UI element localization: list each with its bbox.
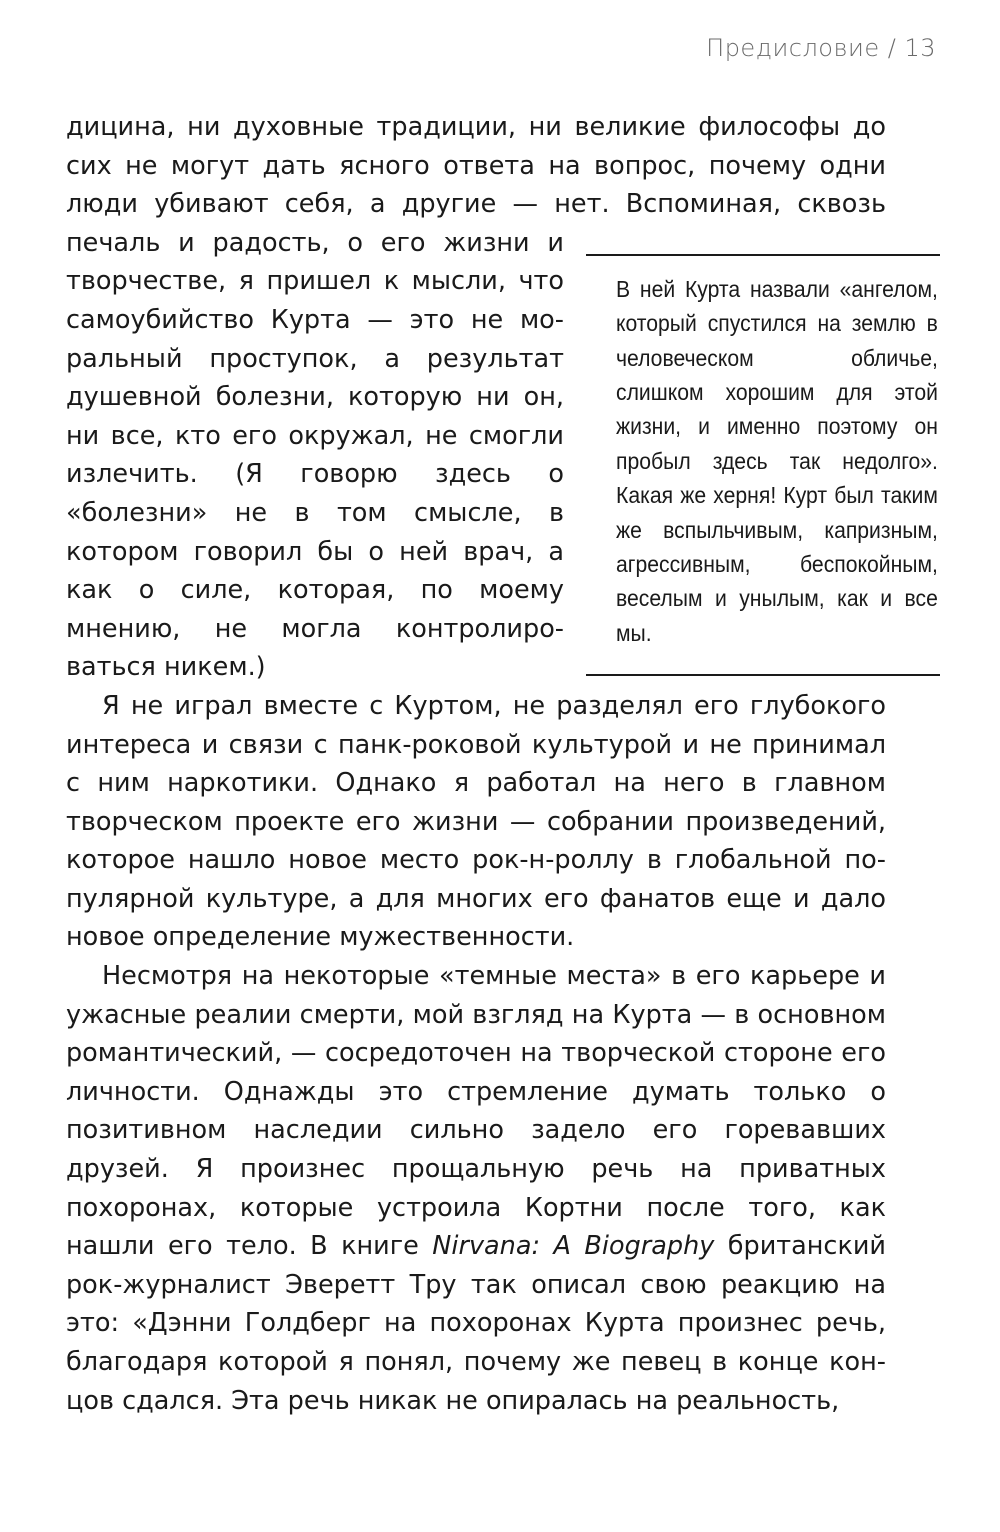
paragraph-2 <box>66 687 886 957</box>
paragraph-2-text: Я не играл вместе с Куртом, не разделял его глубокого интереса и связи с панк-роковой культурой и не принимал с ним наркотики. Однако я работал на него в главном творческом проекте его жизни — собрании произведений, которое нашло новое место рок-н-роллу в глобальной популярной культуре, а для многих его фанатов еще и дало новое определение мужественности. <box>66 690 886 953</box>
paragraph-3-after-title: британский рок-журналист Эверетт Тру так описал свою реакцию на это: «Дэнни Голдберг на похоронах Курта произнес речь, благодаря которой я понял, почему же певец в конце концов сдался. Эта речь никак не опиралась на реальность, <box>66 1231 886 1416</box>
paragraph-3 <box>66 957 886 1420</box>
book-title: Nirvana: A Biography <box>432 1231 715 1262</box>
paragraph-1 <box>66 108 938 687</box>
paragraph-1-lead: дицина, ни духовные традиции, ни великие философы до сих не могут дать ясного ответа на вопрос, почему одни люди убивают себя, а другие — нет. Вспоминая, сквозь <box>66 112 886 220</box>
paragraph-1-rest: печаль и радость, о его жизни и творчестве, я пришел к мысли, что самоубийство Курта — это не моральный проступок, а результат душевной болезни, которую ни он, ни все, кто его окружал, не смогли излечить. (Я говорю здесь о «болезни» не в том смысле, в котором говорил бы о ней врач, а как о силе, которая, по моему мнению, не могла контролироваться никем.) <box>66 227 564 683</box>
paragraph-3-before-title: Несмотря на некоторые «темные места» в его карьере и ужасные реалии смерти, мой взгляд на Курта — в основном романтический, — сосредоточен на творческой стороне его личности. Однажды это стремление думать только о позитивном наследии сильно задело его горевавших друзей. Я произнес прощальную речь на приватных похоронах, которые устроила Кортни после того, как нашли его тело. В книге <box>66 961 886 1262</box>
running-head: Предисловие / 13 <box>706 34 936 62</box>
sidebar-quote-box <box>586 254 940 676</box>
body-text <box>66 108 938 1420</box>
sidebar-text: В ней Курта назвали «ангелом, который спустился на землю в человеческом обличье, слишком хорошим для этой жизни, и именно поэтому он пробыл здесь так недолго». Какая же херня! Курт был таким же вспыльчивым, капризным, агрессивным, беспокойным, веселым и унылым, как и все мы. <box>616 275 938 646</box>
